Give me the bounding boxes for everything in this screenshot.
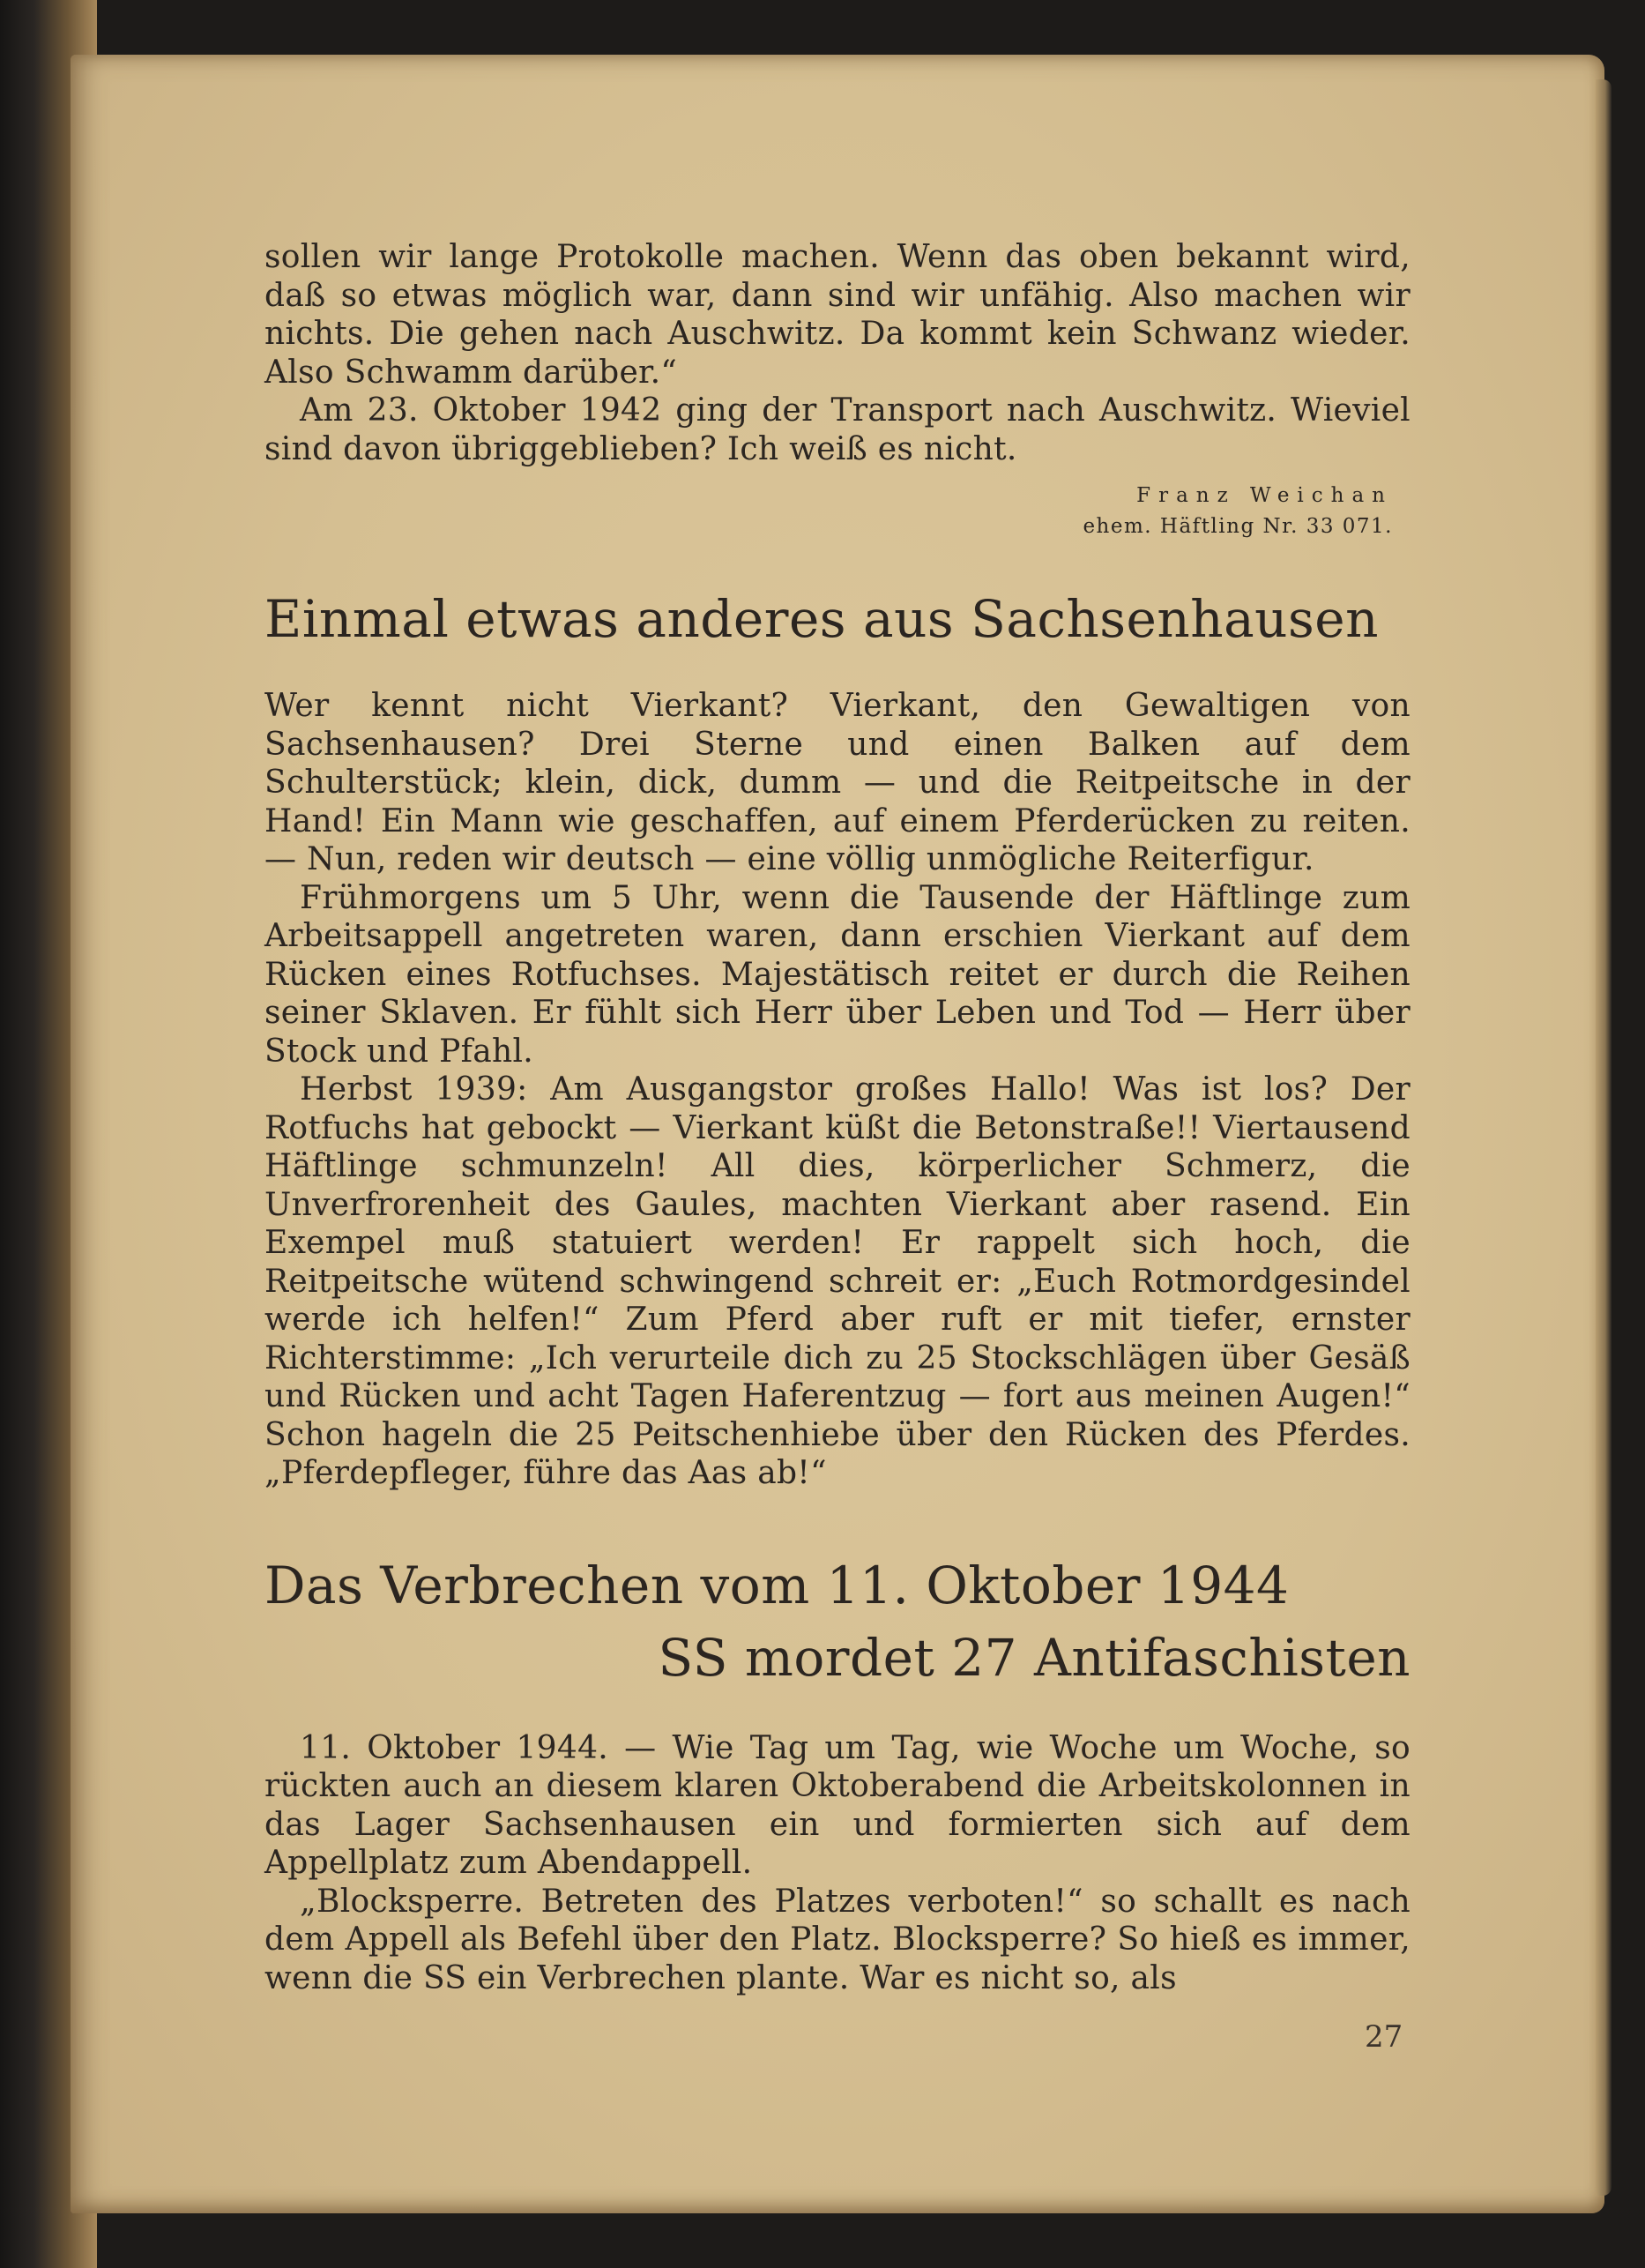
section-heading: Einmal etwas anderes aus Sachsenhausen [264, 589, 1379, 649]
section-heading-two-line [264, 1549, 1411, 1694]
paragraph: Wer kennt nicht Vierkant? Vierkant, den Gewaltigen von Sachsenhausen? Drei Sterne und einen Balken auf dem Schulterstück; klein, dick, dumm — und die Reitpeitsche in der Hand! Ein Mann wie geschaffen, auf einem Pferderücken zu reiten. — Nun, reden wir deutsch — eine völlig unmögliche Reiterfigur. [264, 688, 1411, 877]
section-heading-line-2: SS mordet 27 Antifaschisten [658, 1627, 1411, 1688]
paragraph: „Blocksperre. Betreten des Platzes verboten!“ so schallt es nach dem Appell als Befehl über den Platz. Blocksperre? So hieß es immer, wenn die SS ein Verbrechen plante. War es nicht so, als [264, 1883, 1411, 1996]
signature-detail: ehem. Häftling Nr. 33 071. [1083, 515, 1393, 538]
paragraph: sollen wir lange Protokolle machen. Wenn das oben bekannt wird, daß so etwas möglich war, dann sind wir unfähig. Also machen wir nichts. Die gehen nach Auschwitz. Da kommt kein Schwanz wieder. Also Schwamm darüber.“ [264, 239, 1411, 391]
page-number: 27 [1365, 2019, 1403, 2055]
section-heading-line-1: Das Verbrechen vom 11. Oktober 1944 [264, 1555, 1290, 1615]
paragraph: 11. Oktober 1944. — Wie Tag um Tag, wie Woche um Woche, so rückten auch an diesem klaren Oktoberabend die Arbeitskolonnen in das Lager Sachsenhausen ein und formierten sich auf dem Appellplatz zum Abendappell. [264, 1729, 1411, 1881]
signature [264, 481, 1411, 542]
paragraph: Am 23. Oktober 1942 ging der Transport nach Auschwitz. Wieviel sind davon übriggeblieben? Ich weiß es nicht. [264, 392, 1411, 467]
page-text [264, 238, 1411, 1997]
signature-name: Franz Weichan [1136, 484, 1393, 507]
page-edge [1596, 79, 1612, 2196]
paragraph: Herbst 1939: Am Ausgangstor großes Hallo! Was ist los? Der Rotfuchs hat gebockt — Vierkant küßt die Betonstraße!! Viertausend Häftlinge schmunzeln! All dies, körperlicher Schmerz, die Unverfrorenheit des Gaules, machten Vierkant aber rasend. Ein Exempel muß statuiert werden! Er rappelt sich hoch, die Reitpeitsche wütend schwingend schreit er: „Euch Rotmordgesindel werde ich helfen!“ Zum Pferd aber ruft er mit tiefer, ernster Richterstimme: „Ich verurteile dich zu 25 Stockschlägen über Gesäß und Rücken und acht Tagen Haferentzug — fort aus meinen Augen!“ Schon hageln die 25 Peitschenhiebe über den Rücken des Pferdes. „Pferdepfleger, führe das Aas ab!“ [264, 1071, 1411, 1491]
paragraph: Frühmorgens um 5 Uhr, wenn die Tausende der Häftlinge zum Arbeitsappell angetreten waren, dann erschien Vierkant auf dem Rücken eines Rotfuchses. Majestätisch reitet er durch die Reihen seiner Sklaven. Er fühlt sich Herr über Leben und Tod — Herr über Stock und Pfahl. [264, 879, 1411, 1070]
